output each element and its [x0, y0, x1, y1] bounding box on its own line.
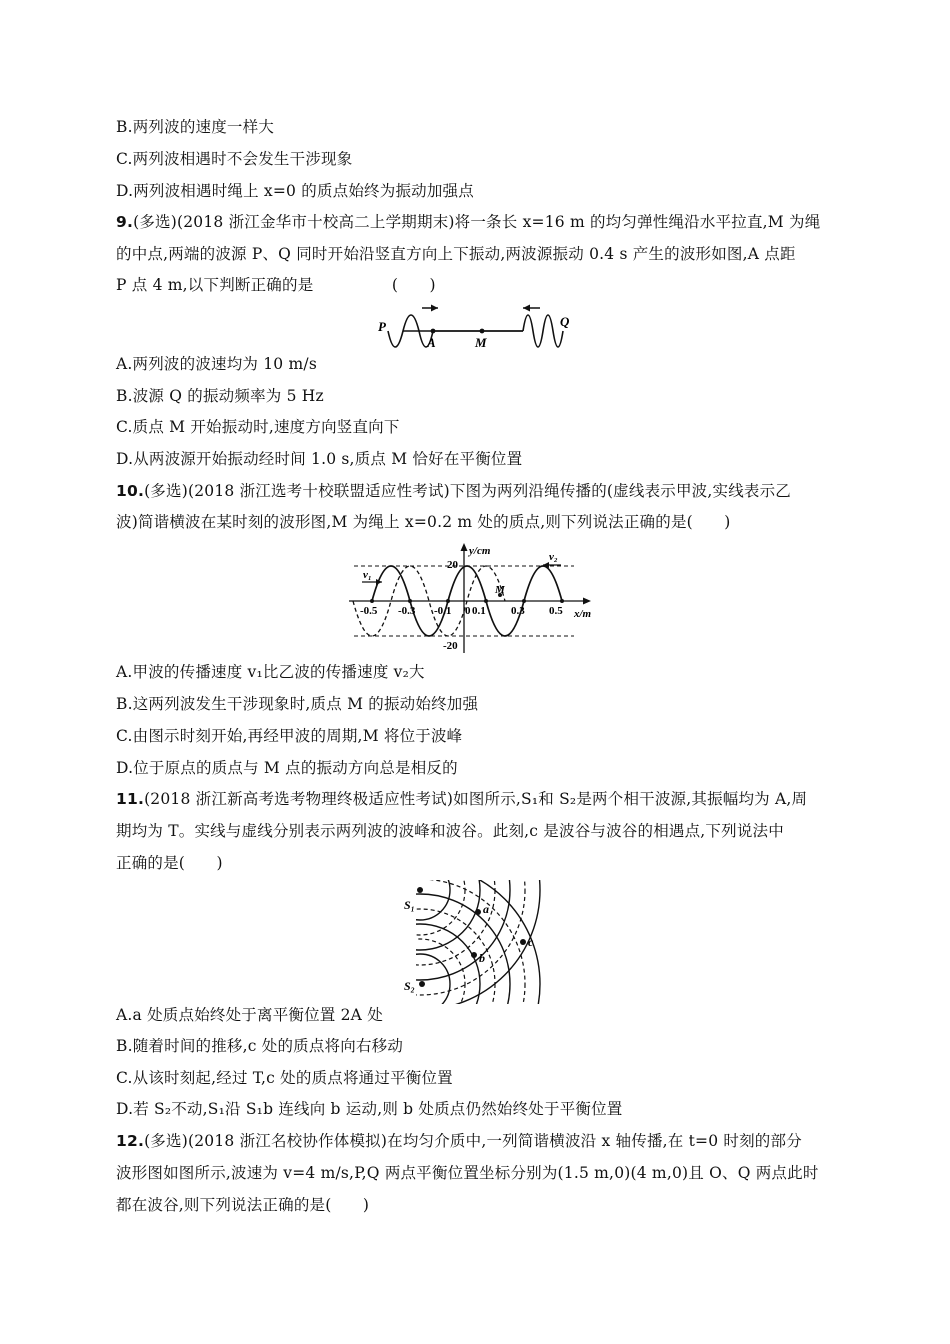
q10-tick-0: 0 [465, 605, 471, 617]
q10-tick-neg03: -0.3 [398, 605, 416, 617]
q9-point-m [480, 329, 485, 334]
q10-tick-01: 0.1 [472, 605, 486, 617]
q9-option-a: A.两列波的波速均为 10 m/s [116, 355, 317, 373]
q10-option-c: C.由图示时刻开始,再经甲波的周期,M 将位于波峰 [116, 727, 463, 745]
q9-label-m: M [475, 335, 487, 350]
q11-option-d: D.若 S₂不动,S₁沿 S₁b 连线向 b 运动,则 b 处质点仍然始终处于平衡位置 [116, 1100, 623, 1118]
q11-source-s2 [419, 981, 425, 987]
q11-stem-line3: 正确的是( ) [116, 854, 223, 872]
q9-option-b: B.波源 Q 的振动频率为 5 Hz [116, 387, 324, 405]
q11-stem-line2: 期均为 T。实线与虚线分别表示两列波的波峰和波谷。此刻,c 是波谷与波谷的相遇点,下列说法中 [116, 822, 784, 840]
q11-option-b: B.随着时间的推移,c 处的质点将向右移动 [116, 1037, 404, 1055]
q9-stem-line2: 的中点,两端的波源 P、Q 同时开始沿竖直方向上下振动,两波源振动 0.4 s 产生的波形如图,A 点距 [116, 245, 796, 263]
q11-label-a: a [483, 902, 489, 916]
q11-label-s1: S₁ [404, 898, 415, 912]
q11-number: 11. [116, 790, 145, 808]
q9-wave-q [523, 315, 563, 347]
q10-stem-line1 [116, 480, 791, 502]
q10-tick-neg20: -20 [443, 640, 458, 652]
q9-label-q: Q [560, 314, 570, 329]
q11-source-s1 [417, 887, 423, 893]
q9-wave-figure [375, 302, 575, 354]
q11-point-b [471, 952, 477, 958]
q11-label-c: c [528, 935, 534, 949]
q10-tick-05: 0.5 [549, 605, 563, 617]
q9-stem-text1: (多选)(2018 浙江金华市十校高二上学期期末)将一条长 x=16 m 的均匀弹性绳沿水平拉直,M 为绳 [133, 213, 821, 231]
q9-point-a [431, 329, 436, 334]
q8-option-c: C.两列波相遇时不会发生干涉现象 [116, 150, 353, 168]
q10-label-m: M [495, 584, 505, 596]
q10-option-a: A.甲波的传播速度 v₁比乙波的传播速度 v₂大 [116, 663, 425, 681]
q12-stem-line2: 波形图如图所示,波速为 v=4 m/s,P,Q 两点平衡位置坐标分别为(1.5 m,0)(4 m,0)且 O、Q 两点此时 [116, 1164, 819, 1182]
q9-option-c: C.质点 M 开始振动时,速度方向竖直向下 [116, 418, 400, 436]
q11-stem-text1: (2018 浙江新高考选考物理终极适应性考试)如图所示,S₁和 S₂是两个相干波源,其振幅均为 A,周 [144, 790, 808, 808]
q9-label-a: A [427, 335, 436, 350]
q12-number: 12. [116, 1132, 145, 1150]
q11-point-a [475, 909, 481, 915]
q10-label-v2: v₂ [549, 551, 558, 563]
q10-wave-figure [346, 538, 608, 656]
q12-stem-text1: (多选)(2018 浙江名校协作体模拟)在均匀介质中,一列简谐横波沿 x 轴传播,在 t=0 时刻的部分 [144, 1132, 802, 1150]
q10-stem-text1: (多选)(2018 浙江选考十校联盟适应性考试)下图为两列沿绳传播的(虚线表示甲波,实线表示乙 [144, 482, 792, 500]
q10-option-d: D.位于原点的质点与 M 点的振动方向总是相反的 [116, 759, 458, 777]
q9-number: 9. [116, 213, 134, 231]
q10-stem-line2: 波)简谐横波在某时刻的波形图,M 为绳上 x=0.2 m 处的质点,则下列说法正确的是( ) [116, 513, 731, 531]
q9-stem-line1 [116, 211, 820, 233]
q10-x-label: x/m [574, 608, 592, 620]
q11-option-c: C.从该时刻起,经过 T,c 处的质点将通过平衡位置 [116, 1069, 453, 1087]
q10-tick-neg05: -0.5 [360, 605, 378, 617]
q11-label-s2: S₂ [404, 979, 415, 993]
q9-option-d: D.从两波源开始振动经时间 1.0 s,质点 M 恰好在平衡位置 [116, 450, 523, 468]
q12-stem-line1 [116, 1130, 802, 1152]
q9-stem-line3: P 点 4 m,以下判断正确的是 ( ) [116, 276, 436, 294]
q8-option-d: D.两列波相遇时绳上 x=0 的质点始终为振动加强点 [116, 182, 474, 200]
q9-label-p: P [378, 319, 386, 334]
q10-label-v1: v₁ [363, 569, 372, 581]
q11-interference-figure [402, 878, 554, 1006]
q10-number: 10. [116, 482, 145, 500]
q12-stem-line3: 都在波谷,则下列说法正确的是( ) [116, 1196, 370, 1214]
q11-option-a: A.a 处质点始终处于离平衡位置 2A 处 [116, 1006, 383, 1024]
q10-y-label: y/cm [469, 545, 491, 557]
q8-option-b: B.两列波的速度一样大 [116, 118, 275, 136]
q11-point-c [520, 939, 526, 945]
q10-option-b: B.这两列波发生干涉现象时,质点 M 的振动始终加强 [116, 695, 479, 713]
q10-tick-03: 0.3 [511, 605, 525, 617]
q10-tick-20: 20 [447, 559, 458, 571]
q11-label-b: b [479, 951, 485, 965]
q10-tick-neg01: -0.1 [434, 605, 452, 617]
q11-stem-line1 [116, 788, 807, 810]
